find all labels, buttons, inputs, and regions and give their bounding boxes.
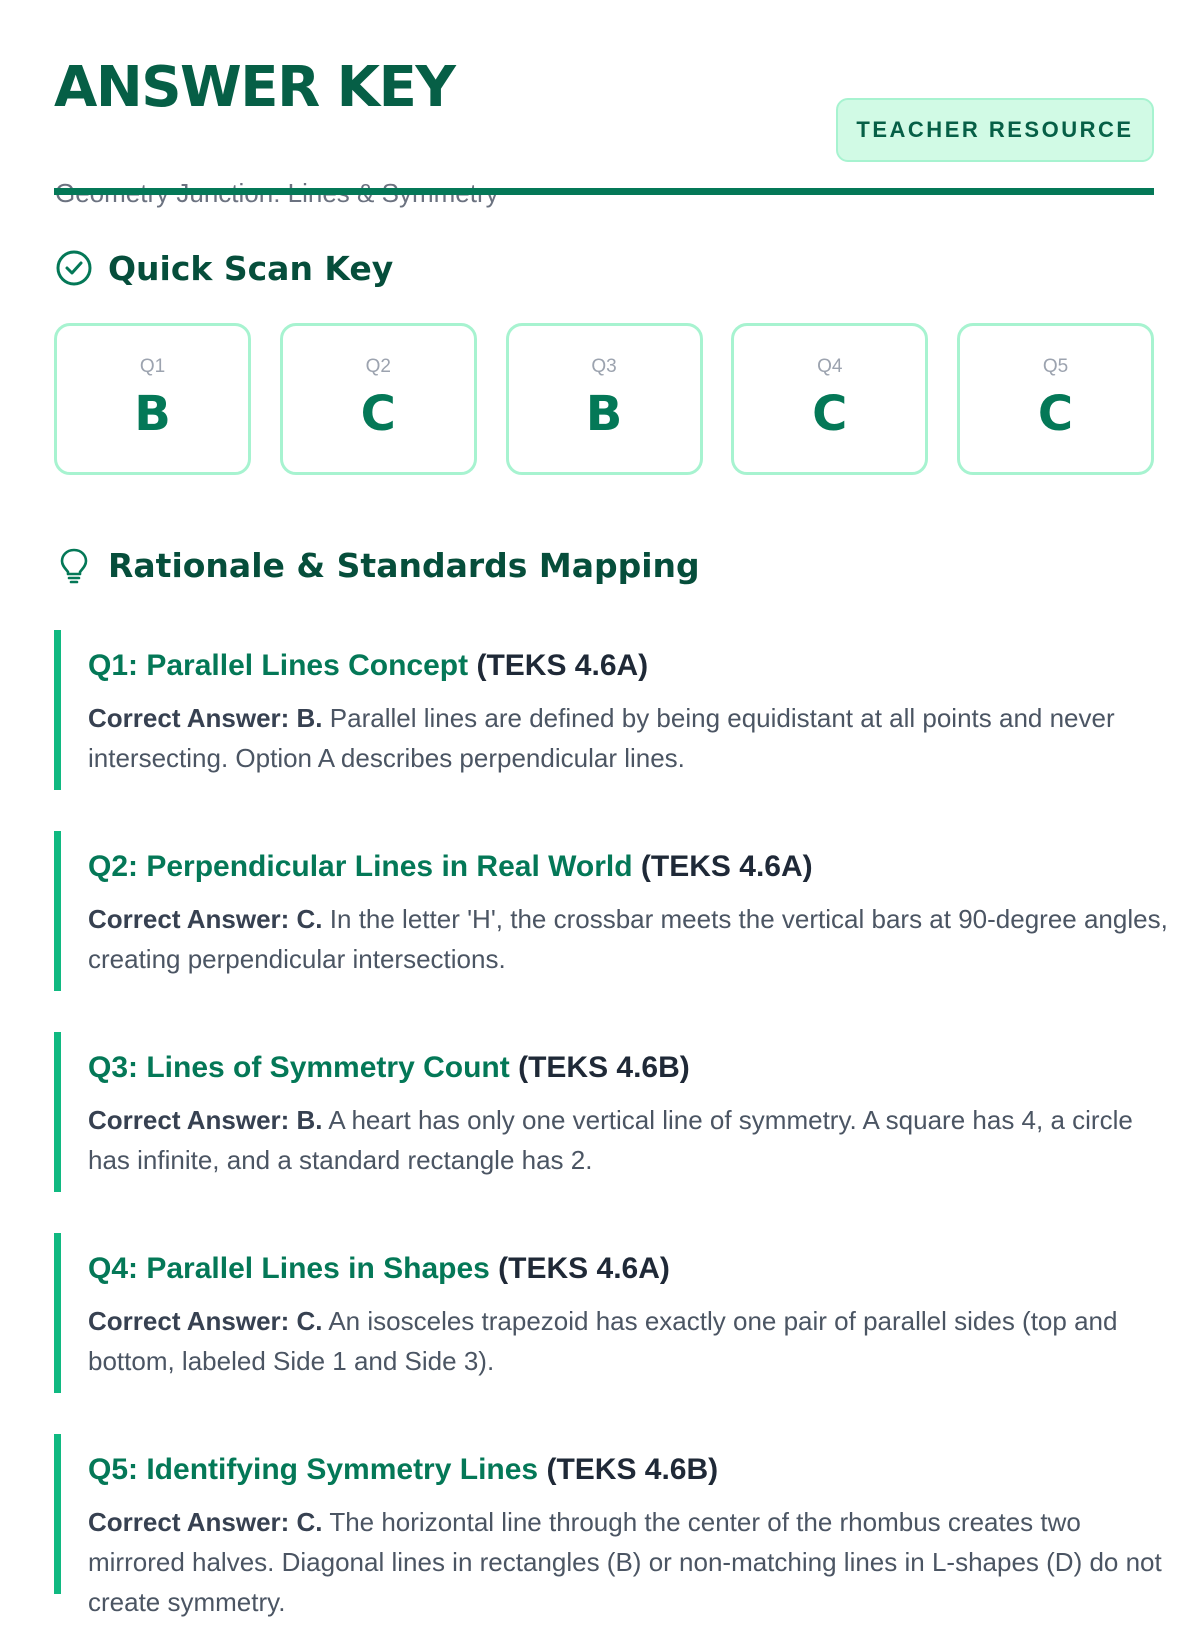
- rationale-title: [88, 1452, 1154, 1488]
- question-number: Q1: [139, 356, 166, 377]
- rationale-standard: (TEKS 4.6A): [498, 1252, 670, 1285]
- correct-answer-label: Correct Answer: C.: [88, 1507, 323, 1537]
- rationale-body: [88, 1502, 1168, 1622]
- rationale-standard: (TEKS 4.6A): [640, 850, 813, 883]
- rationale-topic: Q4: Parallel Lines in Shapes: [88, 1252, 490, 1285]
- answer-letter: B: [585, 386, 623, 442]
- answer-card-q2: [280, 323, 477, 475]
- rationale-topic: Q5: Identifying Symmetry Lines: [88, 1453, 539, 1486]
- rationale-topic: Q2: Perpendicular Lines in Real World: [88, 850, 633, 883]
- answer-card-q4: [731, 323, 928, 475]
- rationale-text: In the letter 'H', the crossbar meets the vertical bars at 90-degree angles, creating perpendicular intersections.: [88, 904, 1168, 974]
- check-circle-icon: [54, 248, 94, 288]
- rationale-heading: [54, 545, 700, 585]
- rationale-body: [88, 1100, 1168, 1180]
- rationale-standard: (TEKS 4.6B): [546, 1453, 719, 1486]
- question-number: Q5: [1042, 356, 1069, 377]
- answer-card-q1: [54, 323, 251, 475]
- rationale-body: [88, 698, 1168, 778]
- rationale-title: [88, 648, 1154, 684]
- correct-answer-label: Correct Answer: B.: [88, 1105, 323, 1135]
- quick-scan-heading: [54, 248, 393, 288]
- rationale-list: [54, 630, 1168, 1635]
- teacher-resource-badge: TEACHER RESOURCE: [836, 98, 1154, 162]
- rationale-text: A heart has only one vertical line of symmetry. A square has 4, a circle has infinite, and a standard rectangle has 2.: [88, 1105, 1133, 1175]
- quick-scan-cards: [54, 323, 1154, 473]
- rationale-title: [88, 849, 1154, 885]
- rationale-item-q4: [54, 1233, 1154, 1393]
- correct-answer-label: Correct Answer: C.: [88, 904, 323, 934]
- rationale-item-q3: [54, 1032, 1154, 1192]
- answer-letter: C: [1037, 386, 1074, 442]
- correct-answer-label: Correct Answer: C.: [88, 1306, 323, 1336]
- question-number: Q2: [365, 356, 391, 377]
- rationale-item-q5: [54, 1434, 1162, 1617]
- page-title: ANSWER KEY: [54, 55, 455, 120]
- answer-letter: C: [360, 386, 396, 442]
- answer-letter: C: [812, 386, 848, 442]
- rationale-topic: Q1: Parallel Lines Concept: [88, 649, 469, 682]
- rationale-item-q2: [54, 831, 1168, 991]
- question-number: Q4: [817, 356, 843, 377]
- quick-scan-heading-label: Quick Scan Key: [108, 248, 394, 288]
- rationale-topic: Q3: Lines of Symmetry Count: [88, 1051, 510, 1084]
- answer-card-q3: [506, 323, 703, 475]
- rationale-title: [88, 1050, 1154, 1086]
- rationale-body: [88, 899, 1168, 979]
- rationale-text: Parallel lines are defined by being equidistant at all points and never intersecting. Option A describes perpendicular lines.: [88, 703, 1115, 773]
- rationale-standard: (TEKS 4.6A): [476, 649, 649, 682]
- answer-letter: B: [134, 386, 171, 442]
- answer-card-q5: [957, 323, 1154, 475]
- rationale-title: [88, 1251, 1154, 1287]
- rationale-item-q1: [54, 630, 1154, 790]
- rationale-heading-label: Rationale & Standards Mapping: [108, 545, 700, 585]
- question-number: Q3: [591, 356, 617, 377]
- rationale-text: An isosceles trapezoid has exactly one pair of parallel sides (top and bottom, labeled Side 1 and Side 3).: [88, 1306, 1118, 1376]
- correct-answer-label: Correct Answer: B.: [88, 703, 323, 733]
- lightbulb-icon: [54, 545, 94, 585]
- rationale-standard: (TEKS 4.6B): [518, 1051, 690, 1084]
- rationale-text: The horizontal line through the center of the rhombus creates two mirrored halves. Diagonal lines in rectangles (B) or non-matching lines in L-shapes (D) do not create symmetry.: [88, 1507, 1162, 1617]
- rationale-body: [88, 1301, 1168, 1381]
- header-divider: [54, 188, 1154, 195]
